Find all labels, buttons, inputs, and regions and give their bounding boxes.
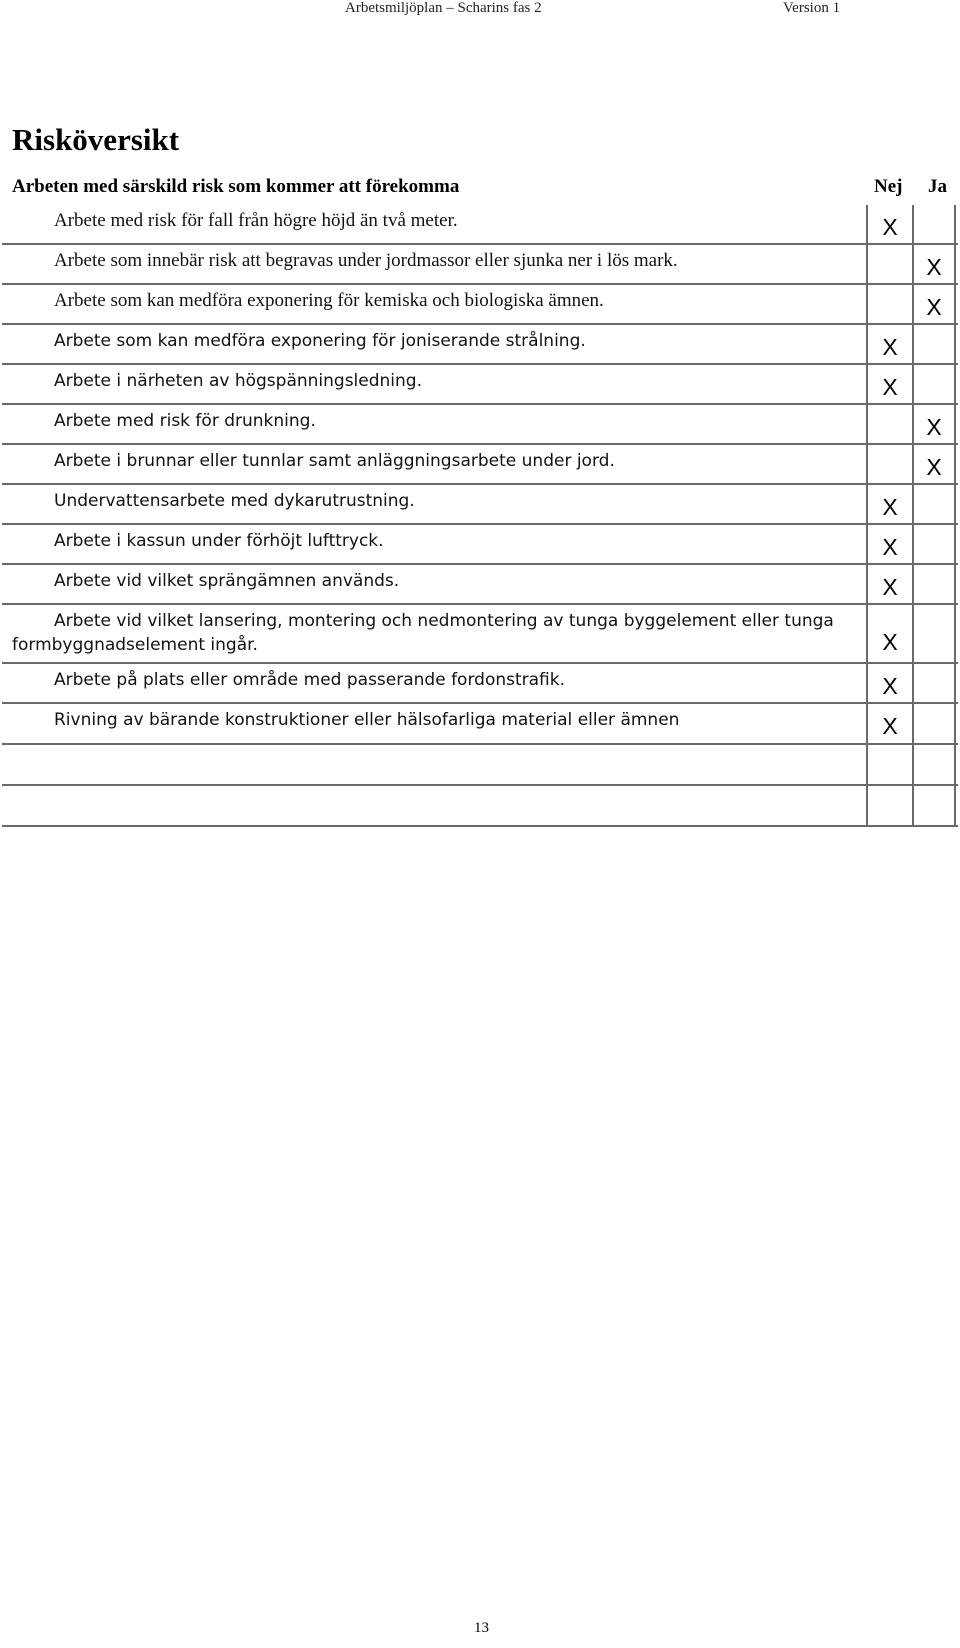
nej-cell: X bbox=[866, 704, 912, 743]
table-row bbox=[2, 285, 958, 325]
document-version: Version 1 bbox=[783, 0, 841, 16]
risk-description: Arbete på plats eller område med passerande fordonstrafik. bbox=[54, 670, 566, 690]
table-row bbox=[2, 525, 958, 565]
table-row bbox=[2, 405, 958, 445]
risk-description: Arbete med risk för fall från högre höjd än två meter. bbox=[54, 210, 458, 231]
risk-description: Arbete som kan medföra exponering för kemiska och biologiska ämnen. bbox=[54, 290, 604, 311]
ja-cell: X bbox=[912, 445, 956, 483]
risk-description: Undervattensarbete med dykarutrustning. bbox=[54, 491, 415, 511]
nej-cell bbox=[866, 786, 912, 825]
ja-cell bbox=[912, 704, 956, 743]
nej-cell: X bbox=[866, 485, 912, 523]
nej-cell bbox=[866, 285, 912, 323]
nej-cell: X bbox=[866, 605, 912, 662]
ja-cell bbox=[912, 485, 956, 523]
risk-description: Arbete vid vilket sprängämnen används. bbox=[54, 571, 400, 591]
nej-cell bbox=[866, 745, 912, 784]
table-row bbox=[2, 605, 958, 664]
column-header-nej: Nej bbox=[874, 176, 903, 197]
risk-description: Arbete i närheten av högspänningsledning. bbox=[54, 371, 422, 391]
risk-description bbox=[2, 786, 866, 825]
table-heading: Arbeten med särskild risk som kommer att förekomma bbox=[12, 176, 460, 197]
ja-cell bbox=[912, 786, 956, 825]
ja-cell bbox=[912, 745, 956, 784]
table-header bbox=[12, 176, 960, 202]
ja-cell bbox=[912, 325, 956, 363]
ja-cell: X bbox=[912, 405, 956, 443]
risk-description: Arbete i brunnar eller tunnlar samt anläggningsarbete under jord. bbox=[54, 451, 615, 471]
table-row bbox=[2, 245, 958, 285]
nej-cell: X bbox=[866, 565, 912, 603]
ja-cell bbox=[912, 525, 956, 563]
nej-cell: X bbox=[866, 525, 912, 563]
ja-cell: X bbox=[912, 285, 956, 323]
nej-cell bbox=[866, 445, 912, 483]
table-row bbox=[2, 786, 958, 827]
nej-cell: X bbox=[866, 365, 912, 403]
ja-cell bbox=[912, 365, 956, 403]
ja-cell bbox=[912, 205, 956, 243]
risk-description: Arbete med risk för drunkning. bbox=[54, 411, 316, 431]
ja-cell bbox=[912, 664, 956, 702]
page-title: Risköversikt bbox=[12, 122, 180, 157]
column-header-ja: Ja bbox=[928, 176, 947, 197]
nej-cell bbox=[866, 405, 912, 443]
table-row bbox=[2, 445, 958, 485]
nej-cell: X bbox=[866, 664, 912, 702]
page-number: 13 bbox=[474, 1620, 489, 1636]
ja-cell bbox=[912, 605, 956, 662]
nej-cell: X bbox=[866, 205, 912, 243]
risk-table bbox=[2, 205, 958, 827]
table-row bbox=[2, 745, 958, 786]
ja-cell bbox=[912, 565, 956, 603]
nej-cell bbox=[866, 245, 912, 283]
ja-cell: X bbox=[912, 245, 956, 283]
table-row bbox=[2, 664, 958, 704]
risk-description: Arbete vid vilket lansering, montering och nedmontering av tunga byggelement eller tunga formbyggnadselement ingår. bbox=[12, 611, 834, 655]
document-title: Arbetsmiljöplan – Scharins fas 2 bbox=[345, 0, 542, 16]
table-row bbox=[2, 205, 958, 245]
risk-description: Arbete som kan medföra exponering för joniserande strålning. bbox=[54, 331, 586, 351]
table-row bbox=[2, 485, 958, 525]
nej-cell: X bbox=[866, 325, 912, 363]
risk-description: Rivning av bärande konstruktioner eller hälsofarliga material eller ämnen bbox=[54, 710, 680, 730]
table-row bbox=[2, 325, 958, 365]
page-header bbox=[0, 0, 960, 20]
table-row bbox=[2, 365, 958, 405]
risk-description: Arbete som innebär risk att begravas under jordmassor eller sjunka ner i lös mark. bbox=[54, 250, 678, 271]
risk-description: Arbete i kassun under förhöjt lufttryck. bbox=[54, 531, 384, 551]
table-row bbox=[2, 565, 958, 605]
risk-description bbox=[2, 745, 866, 784]
table-row bbox=[2, 704, 958, 745]
